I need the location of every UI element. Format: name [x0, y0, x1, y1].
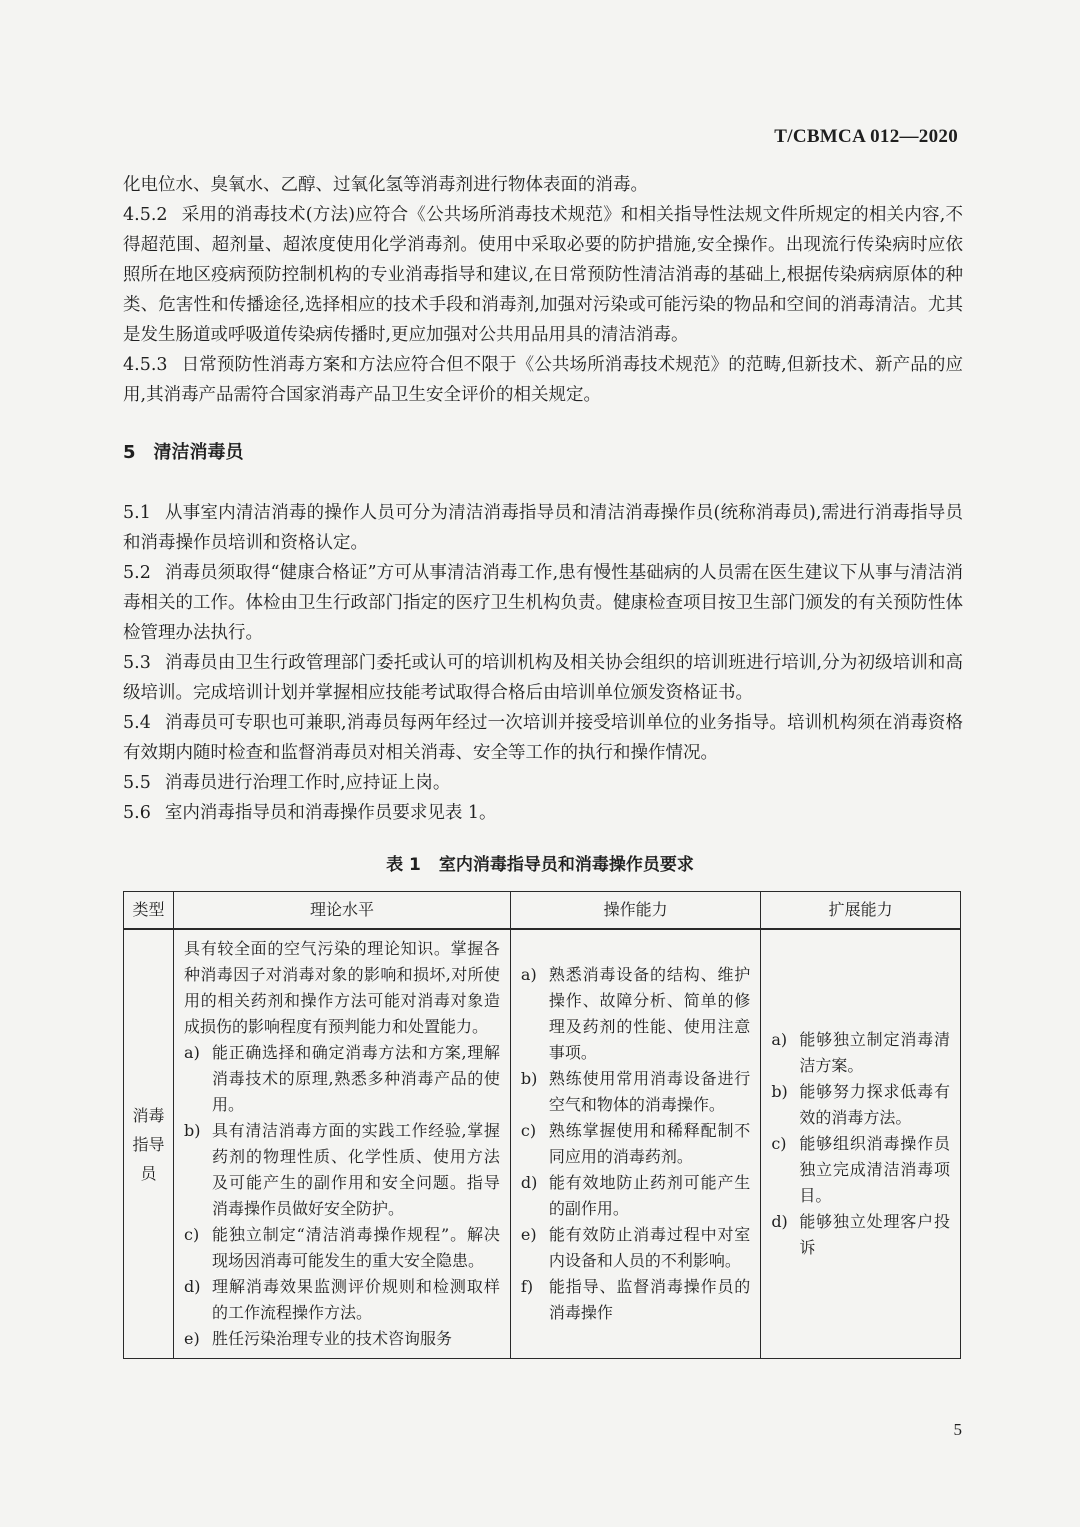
list-item: d) 能有效地防止药剂可能产生的副作用。 — [520, 1173, 751, 1218]
list-item: d) 理解消毒效果监测评价规则和检测取样的工作流程操作方法。 — [184, 1277, 500, 1322]
clause-text: 消毒员须取得“健康合格证”方可从事清洁消毒工作,患有慢性基础病的人员需在医生建议下从事与清洁消毒相关的工作。体检由卫生行政部门指定的医疗卫生机构负责。健康检查项目按卫生部门颁发的有关预防性体检管理办法执行。 — [123, 563, 963, 643]
clause-number: 5.6 — [123, 803, 151, 823]
clause-5-2 — [123, 558, 963, 648]
header-type: 类型 — [124, 892, 174, 930]
category-cell: 消毒指导员 — [124, 929, 174, 1359]
clause-text: 消毒员可专职也可兼职,消毒员每两年经过一次培训并接受培训单位的业务指导。培训机构须在消毒资格有效期内随时检查和监督消毒员对相关消毒、安全等工作的执行和操作情况。 — [123, 713, 963, 763]
table-number: 表 1 — [386, 855, 421, 875]
clause-4-5-3 — [123, 350, 963, 410]
list-item: f) 能指导、监督消毒操作员的消毒操作 — [520, 1277, 751, 1322]
list-item: c) 能独立制定“清洁消毒操作规程”。解决现场因消毒可能发生的重大安全隐患。 — [184, 1225, 500, 1270]
clause-5-4 — [123, 708, 963, 768]
list-item: b) 熟练使用常用消毒设备进行空气和物体的消毒操作。 — [520, 1069, 751, 1114]
list-item: e) 能有效防止消毒过程中对室内设备和人员的不利影响。 — [520, 1225, 751, 1270]
header-operation: 操作能力 — [510, 892, 760, 930]
table-title — [0, 850, 1080, 875]
section-heading — [123, 438, 963, 468]
body-text — [123, 170, 963, 828]
standard-code: T/CBMCA 012—2020 — [774, 126, 958, 147]
clause-number: 5.2 — [123, 563, 151, 583]
clause-text: 从事室内清洁消毒的操作人员可分为清洁消毒指导员和清洁消毒操作员(统称消毒员),需进行消毒指导员和消毒操作员培训和资格认定。 — [123, 503, 963, 553]
list-item: b) 具有清洁消毒方面的实践工作经验,掌握药剂的物理性质、化学性质、使用方法及可能产生的副作用和安全问题。指导消毒操作员做好安全防护。 — [184, 1121, 500, 1218]
list-item: e) 胜任污染治理专业的技术咨询服务 — [184, 1329, 453, 1348]
clause-number: 4.5.3 — [123, 355, 168, 375]
list-item: a) 能够独立制定消毒清洁方案。 — [771, 1030, 950, 1075]
clause-text: 消毒员进行治理工作时,应持证上岗。 — [164, 773, 451, 793]
operation-cell — [510, 929, 760, 1359]
header-theory: 理论水平 — [174, 892, 511, 930]
paragraph-continuation: 化电位水、臭氧水、乙醇、过氧化氢等消毒剂进行物体表面的消毒。 — [123, 175, 648, 195]
list-item: c) 能够组织消毒操作员独立完成清洁消毒项目。 — [771, 1134, 950, 1205]
requirements-table — [123, 891, 961, 1359]
clause-number: 5.3 — [123, 653, 151, 673]
clause-5-3 — [123, 648, 963, 708]
extension-cell — [761, 929, 961, 1359]
clause-number: 4.5.2 — [123, 205, 168, 225]
clause-5-6 — [123, 798, 963, 828]
list-item: d) 能够独立处理客户投诉 — [771, 1212, 950, 1257]
list-item: b) 能够努力探求低毒有效的消毒方法。 — [771, 1082, 950, 1127]
table-row — [124, 929, 961, 1359]
clause-number: 5.5 — [123, 773, 151, 793]
clause-text: 室内消毒指导员和消毒操作员要求见表 1。 — [164, 803, 497, 823]
theory-cell — [174, 929, 511, 1359]
theory-intro: 具有较全面的空气污染的理论知识。掌握各种消毒因子对消毒对象的影响和损坏,对所使用的相关药剂和操作方法可能对消毒对象造成损伤的影响程度有预判能力和处置能力。 — [184, 939, 500, 1036]
clause-text: 消毒员由卫生行政管理部门委托或认可的培训机构及相关协会组织的培训班进行培训,分为初级培训和高级培训。完成培训计划并掌握相应技能考试取得合格后由培训单位颁发资格证书。 — [123, 653, 963, 703]
list-item: c) 熟练掌握使用和稀释配制不同应用的消毒药剂。 — [520, 1121, 751, 1166]
table-header-row — [124, 892, 961, 930]
clause-number: 5.4 — [123, 713, 151, 733]
clause-5-1 — [123, 498, 963, 558]
table-caption: 室内消毒指导员和消毒操作员要求 — [438, 855, 694, 875]
clause-4-5-2 — [123, 200, 963, 350]
clause-5-5 — [123, 768, 963, 798]
clause-text: 采用的消毒技术(方法)应符合《公共场所消毒技术规范》和相关指导性法规文件所规定的相关内容,不得超范围、超剂量、超浓度使用化学消毒剂。使用中采取必要的防护措施,安全操作。出现流行传染病时应依照所在地区疫病预防控制机构的专业消毒指导和建议,在日常预防性清洁消毒的基础上,根据传染病病原体的种类、危害性和传播途径,选择相应的技术手段和消毒剂,加强对污染或可能污染的物品和空间的消毒清洁。尤其是发生肠道或呼吸道传染病传播时,更应加强对公共用品用具的清洁消毒。 — [123, 205, 963, 345]
section-number: 5 — [123, 442, 136, 463]
page-number: 5 — [953, 1420, 962, 1439]
clause-number: 5.1 — [123, 503, 151, 523]
clause-text: 日常预防性消毒方案和方法应符合但不限于《公共场所消毒技术规范》的范畴,但新技术、新产品的应用,其消毒产品需符合国家消毒产品卫生安全评价的相关规定。 — [123, 355, 963, 405]
list-item: a) 能正确选择和确定消毒方法和方案,理解消毒技术的原理,熟悉多种消毒产品的使用。 — [184, 1043, 500, 1114]
list-item: a) 熟悉消毒设备的结构、维护操作、故障分析、简单的修理及药剂的性能、使用注意事项。 — [520, 965, 751, 1062]
section-title: 清洁消毒员 — [153, 442, 244, 463]
header-extension: 扩展能力 — [761, 892, 961, 930]
